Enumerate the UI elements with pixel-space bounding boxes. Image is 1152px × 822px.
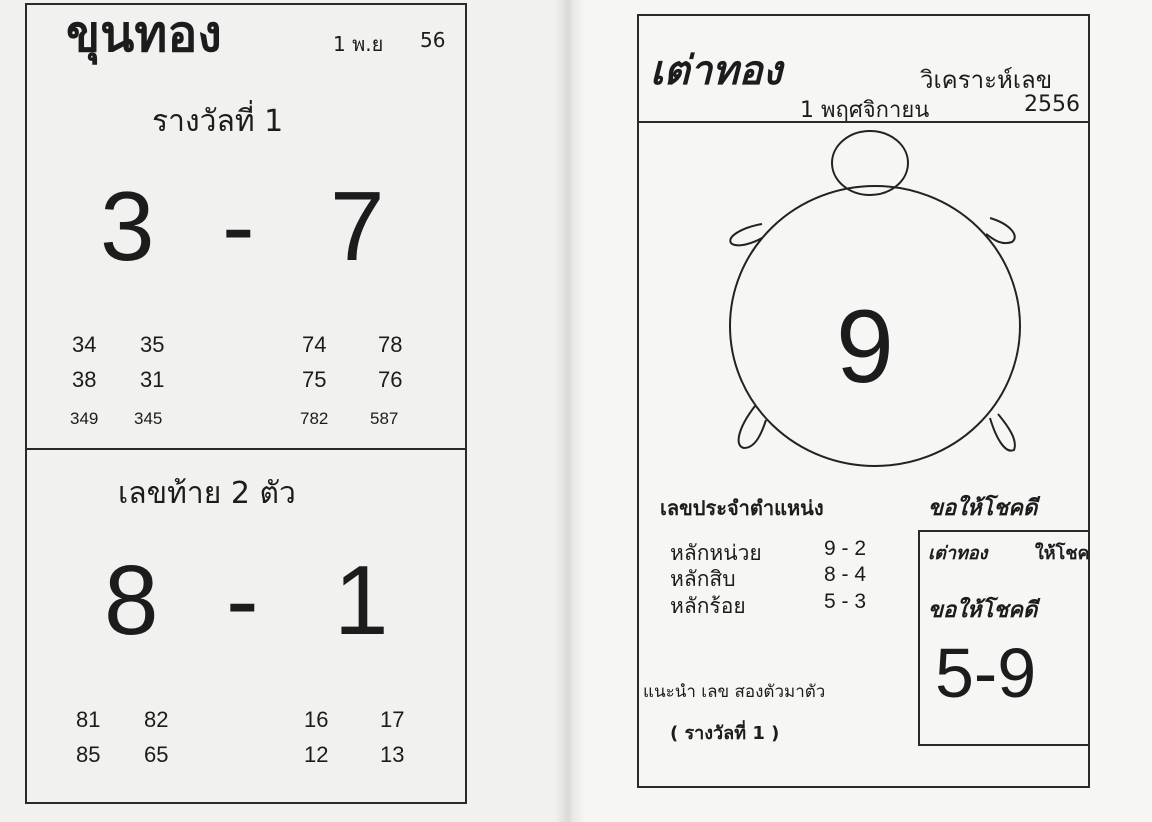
analyze-label: วิเคราะห์เลข	[920, 66, 1053, 94]
triple-number: 782	[300, 409, 329, 428]
left-issue: 56	[420, 28, 446, 52]
luck-box-number: 5-9	[935, 634, 1037, 712]
prize-top-digit: 3	[100, 171, 155, 281]
triple-number: 345	[134, 409, 163, 428]
last2-top-digit: 8	[104, 545, 159, 655]
recommend-text: แนะนำ เลข สองตัวมาตัว	[643, 682, 826, 702]
pair-number: 75	[302, 367, 327, 392]
last2-pair-number: 16	[304, 707, 329, 732]
last2-pair-number: 81	[76, 707, 101, 732]
triple-number: 349	[70, 409, 99, 428]
right-bottom-line	[637, 786, 1088, 788]
right-date: 1 พฤศจิกายน	[800, 98, 930, 123]
pair-number: 78	[378, 332, 403, 357]
left-panel-divider	[25, 448, 465, 450]
position-label-hundreds: หลักร้อย	[670, 594, 746, 618]
pair-number: 76	[378, 367, 403, 392]
position-value-tens: 8 - 4	[824, 563, 867, 586]
last2-dash: -	[226, 545, 259, 655]
position-label-tens: หลักสิบ	[670, 567, 736, 591]
last2-pair-number: 13	[380, 742, 405, 767]
last2-pair-number: 17	[380, 707, 405, 732]
last2-pair-number: 65	[144, 742, 169, 767]
pair-number: 34	[72, 332, 97, 357]
last2-pair-number: 85	[76, 742, 101, 767]
last2-pair-number: 12	[304, 742, 329, 767]
book-gutter	[555, 0, 585, 822]
last2-bottom-digit: 1	[334, 545, 389, 655]
position-label-units: หลักหน่วย	[670, 541, 762, 565]
turtle-number: 9	[836, 289, 894, 405]
left-title: ขุนทอง	[66, 5, 222, 63]
right-title: เต่าทอง	[650, 48, 783, 94]
prize-heading: รางวัลที่ 1	[152, 104, 284, 139]
pair-number: 38	[72, 367, 97, 392]
luck-box-give: ให้โชค	[1035, 543, 1090, 564]
left-date: 1 พ.ย	[333, 32, 384, 56]
position-value-hundreds: 5 - 3	[824, 590, 867, 613]
pair-number: 74	[302, 332, 327, 357]
pair-number: 35	[140, 332, 165, 357]
luck-box-wish: ขอให้โชคดี	[928, 598, 1038, 623]
position-value-units: 9 - 2	[824, 537, 867, 560]
right-year: 2556	[1024, 92, 1080, 117]
prize-dash: -	[222, 171, 255, 281]
position-heading: เลขประจำตำแหน่ง	[660, 496, 824, 520]
triple-number: 587	[370, 409, 399, 428]
recommend-prize: ( รางวัลที่ 1 )	[670, 723, 780, 744]
pair-number: 31	[140, 367, 165, 392]
last2-heading: เลขท้าย 2 ตัว	[118, 476, 296, 511]
luck-box-title: เต่าทอง	[928, 543, 988, 564]
prize-bottom-digit: 7	[330, 171, 385, 281]
last2-pair-number: 82	[144, 707, 169, 732]
good-luck-label: ขอให้โชคดี	[928, 496, 1038, 521]
